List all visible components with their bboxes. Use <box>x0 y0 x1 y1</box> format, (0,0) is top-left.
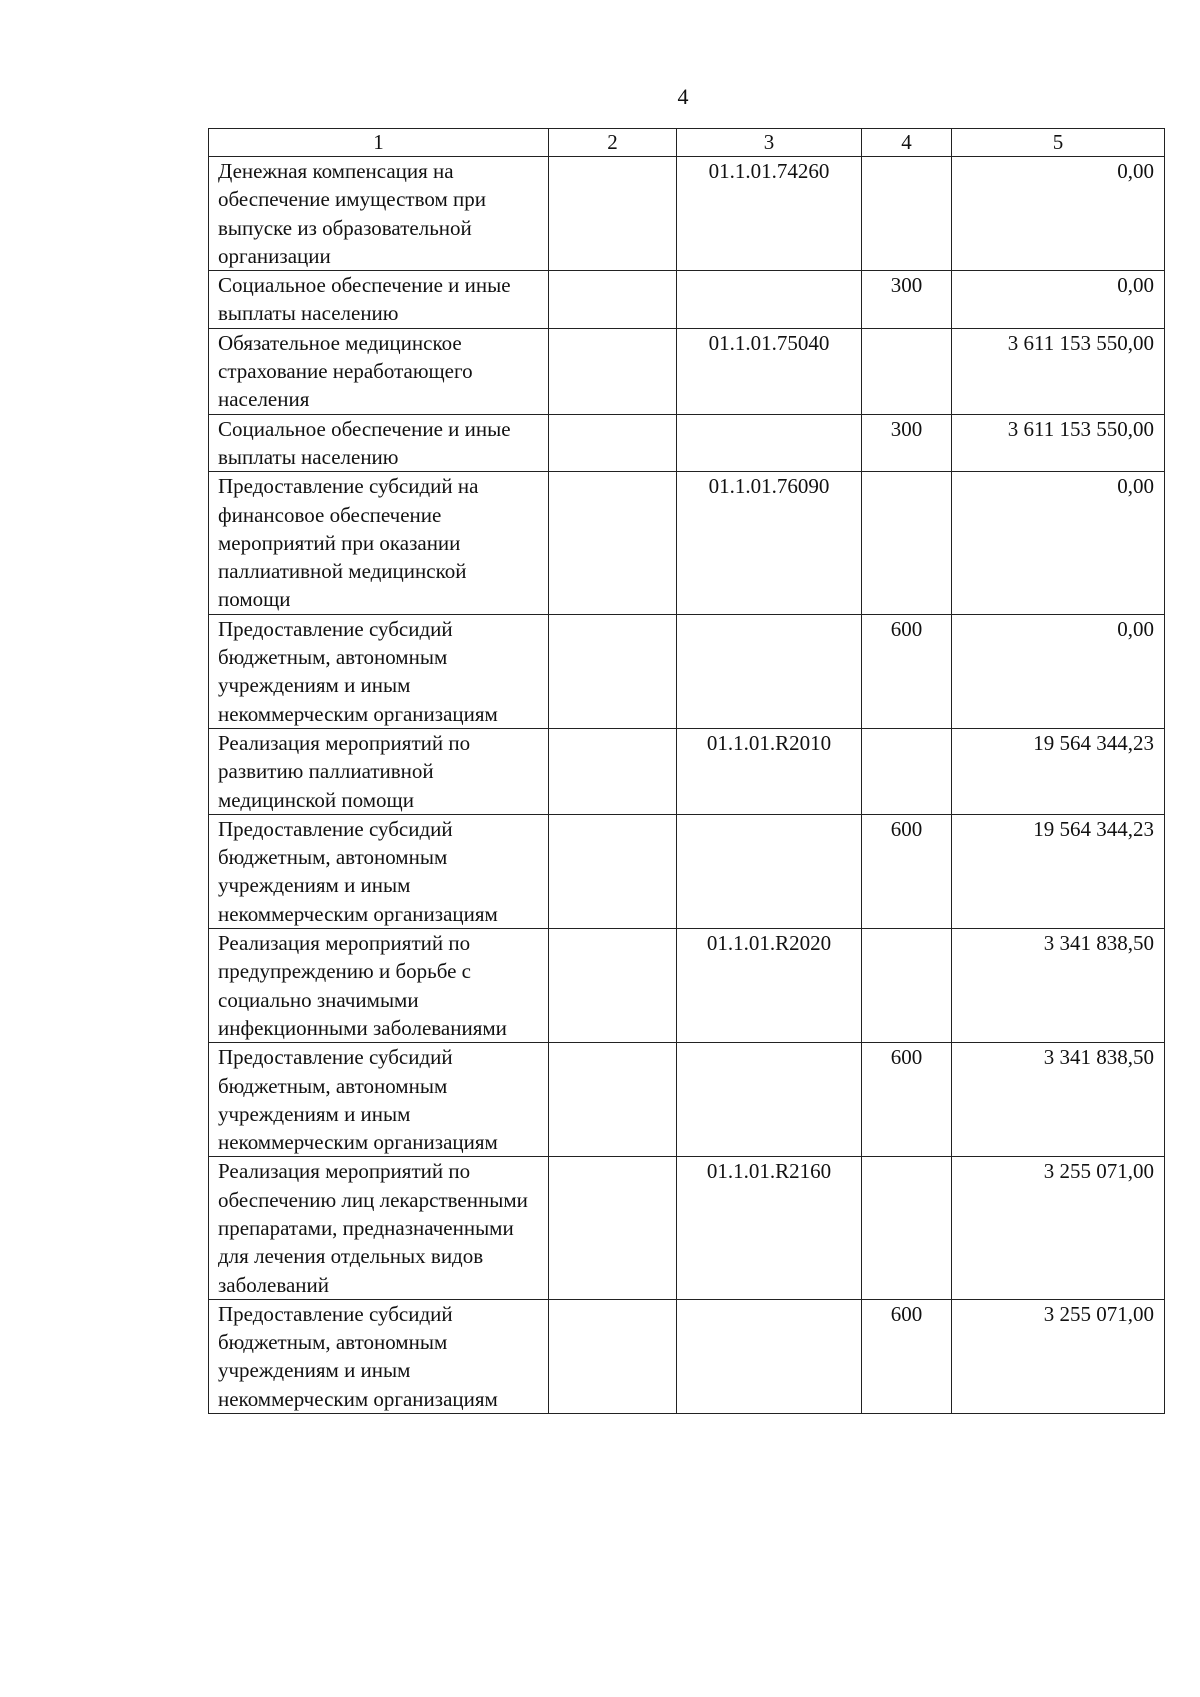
row-type-cell <box>862 929 952 1043</box>
row-name-cell: Предоставление субсидий на финансовое обеспечение мероприятий при оказании паллиативной медицинской помощи <box>209 472 549 614</box>
row-amount-cell: 3 341 838,50 <box>952 929 1165 1043</box>
budget-table <box>208 128 1165 1414</box>
column-header: 3 <box>677 129 862 157</box>
table-header-row <box>209 129 1165 157</box>
row-type-cell <box>862 157 952 271</box>
row-col2-cell <box>549 472 677 614</box>
column-header: 4 <box>862 129 952 157</box>
row-amount-cell: 3 611 153 550,00 <box>952 328 1165 414</box>
row-code-cell <box>677 614 862 728</box>
row-name-cell: Денежная компенсация на обеспечение имуществом при выпуске из образовательной организации <box>209 157 549 271</box>
row-name-cell: Предоставление субсидий бюджетным, автономным учреждениям и иным некоммерческим организациям <box>209 814 549 928</box>
page-number: 4 <box>677 84 689 109</box>
row-name-cell: Социальное обеспечение и иные выплаты населению <box>209 271 549 329</box>
row-type-cell: 600 <box>862 614 952 728</box>
row-type-cell <box>862 1157 952 1299</box>
row-amount-cell: 19 564 344,23 <box>952 814 1165 928</box>
table-row <box>209 414 1165 472</box>
row-name-cell: Реализация мероприятий по развитию паллиативной медицинской помощи <box>209 728 549 814</box>
row-col2-cell <box>549 328 677 414</box>
row-name-cell: Предоставление субсидий бюджетным, автономным учреждениям и иным некоммерческим организациям <box>209 1043 549 1157</box>
row-col2-cell <box>549 1157 677 1299</box>
row-col2-cell <box>549 728 677 814</box>
row-amount-cell: 0,00 <box>952 271 1165 329</box>
row-name-cell: Социальное обеспечение и иные выплаты населению <box>209 414 549 472</box>
row-amount-cell: 0,00 <box>952 157 1165 271</box>
column-header: 2 <box>549 129 677 157</box>
row-col2-cell <box>549 157 677 271</box>
table-row <box>209 328 1165 414</box>
row-type-cell <box>862 472 952 614</box>
row-amount-cell: 0,00 <box>952 472 1165 614</box>
row-code-cell <box>677 414 862 472</box>
row-name-cell: Реализация мероприятий по обеспечению лиц лекарственными препаратами, предназначенными для лечения отдельных видов заболеваний <box>209 1157 549 1299</box>
row-code-cell <box>677 814 862 928</box>
table-row <box>209 1299 1165 1413</box>
row-col2-cell <box>549 1043 677 1157</box>
row-type-cell: 300 <box>862 414 952 472</box>
row-code-cell <box>677 1299 862 1413</box>
row-type-cell: 300 <box>862 271 952 329</box>
row-amount-cell: 0,00 <box>952 614 1165 728</box>
table-row <box>209 814 1165 928</box>
row-col2-cell <box>549 414 677 472</box>
table-row <box>209 1043 1165 1157</box>
table-row <box>209 157 1165 271</box>
row-col2-cell <box>549 929 677 1043</box>
table-row <box>209 929 1165 1043</box>
column-header: 1 <box>209 129 549 157</box>
row-amount-cell: 3 255 071,00 <box>952 1299 1165 1413</box>
row-code-cell <box>677 271 862 329</box>
row-type-cell: 600 <box>862 1043 952 1157</box>
row-col2-cell <box>549 271 677 329</box>
row-code-cell: 01.1.01.R2020 <box>677 929 862 1043</box>
row-type-cell: 600 <box>862 814 952 928</box>
row-col2-cell <box>549 814 677 928</box>
row-amount-cell: 19 564 344,23 <box>952 728 1165 814</box>
row-code-cell: 01.1.01.R2010 <box>677 728 862 814</box>
row-code-cell: 01.1.01.76090 <box>677 472 862 614</box>
row-name-cell: Предоставление субсидий бюджетным, автономным учреждениям и иным некоммерческим организациям <box>209 614 549 728</box>
row-code-cell: 01.1.01.75040 <box>677 328 862 414</box>
row-name-cell: Предоставление субсидий бюджетным, автономным учреждениям и иным некоммерческим организациям <box>209 1299 549 1413</box>
row-code-cell <box>677 1043 862 1157</box>
row-code-cell: 01.1.01.R2160 <box>677 1157 862 1299</box>
table-row <box>209 1157 1165 1299</box>
row-type-cell <box>862 728 952 814</box>
row-code-cell: 01.1.01.74260 <box>677 157 862 271</box>
row-col2-cell <box>549 614 677 728</box>
table-row <box>209 271 1165 329</box>
row-amount-cell: 3 611 153 550,00 <box>952 414 1165 472</box>
row-amount-cell: 3 341 838,50 <box>952 1043 1165 1157</box>
row-amount-cell: 3 255 071,00 <box>952 1157 1165 1299</box>
table-row <box>209 728 1165 814</box>
row-type-cell: 600 <box>862 1299 952 1413</box>
column-header: 5 <box>952 129 1165 157</box>
row-type-cell <box>862 328 952 414</box>
row-name-cell: Реализация мероприятий по предупреждению и борьбе с социально значимыми инфекционными заболеваниями <box>209 929 549 1043</box>
row-name-cell: Обязательное медицинское страхование неработающего населения <box>209 328 549 414</box>
table-row <box>209 472 1165 614</box>
table-row <box>209 614 1165 728</box>
row-col2-cell <box>549 1299 677 1413</box>
